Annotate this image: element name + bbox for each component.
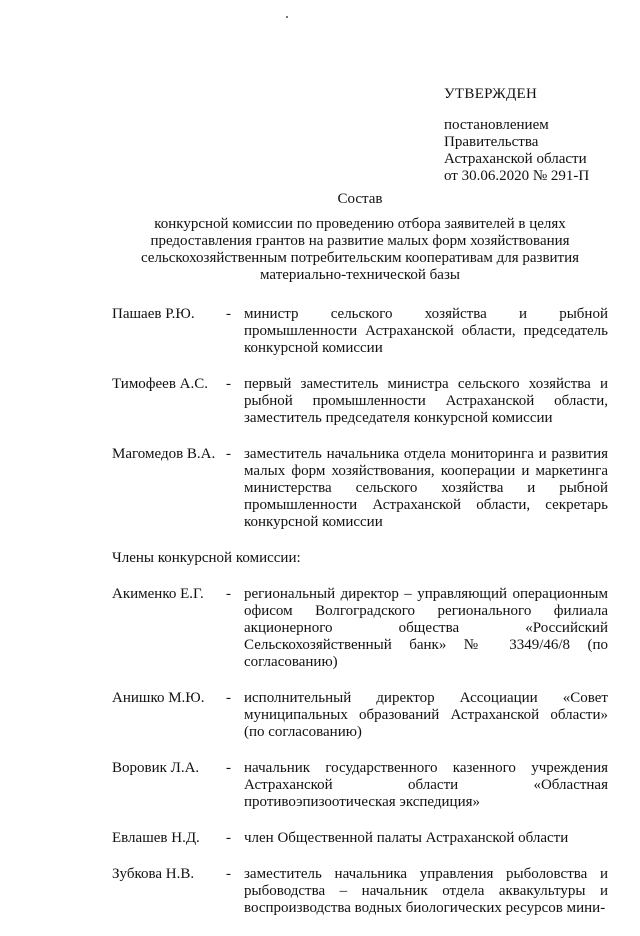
member-name: Зубкова Н.В.: [112, 866, 195, 882]
member-name: Акименко Е.Г.: [112, 586, 204, 602]
dash-separator: -: [226, 866, 231, 882]
list-item: [112, 306, 608, 357]
member-name: Пашаев Р.Ю.: [112, 306, 195, 322]
approval-line: Астраханской области: [444, 151, 587, 167]
title-subject: конкурсной комиссии по проведению отбора заявителей в целях предоставления грантов на развитие малых форм хозяйствования сельскохозяйственным потребительским кооперативам для развития материально-технической базы: [140, 216, 580, 283]
commission-list: [112, 306, 608, 936]
member-position: начальник государственного казенного учреждения Астраханской области «Областная противоэпизоотическая экспедиция»: [244, 760, 608, 810]
dash-separator: -: [226, 586, 231, 602]
approval-date-number: от 30.06.2020 № 291-П: [444, 168, 590, 184]
member-position: исполнительный директор Ассоциации «Совет муниципальных образований Астраханской области» (по согласованию): [244, 690, 608, 740]
member-name: Анишко М.Ю.: [112, 690, 205, 706]
member-name: Евлашев Н.Д.: [112, 830, 200, 846]
list-item: [112, 690, 608, 741]
member-name: Магомедов В.А.: [112, 446, 216, 462]
member-position: член Общественной палаты Астраханской области: [244, 830, 569, 846]
title-heading: Состав: [337, 191, 383, 207]
members-heading: Члены конкурсной комиссии:: [112, 550, 301, 566]
dash-separator: -: [226, 306, 231, 322]
list-item: [112, 376, 608, 427]
dash-separator: -: [226, 690, 231, 706]
scan-speck: [286, 16, 288, 18]
list-item: [112, 586, 608, 671]
list-item: [112, 760, 608, 811]
approval-line: Правительства: [444, 134, 539, 150]
list-item: [112, 446, 608, 531]
member-position: региональный директор – управляющий операционным офисом Волгоградского регионального филиала акционерного общества «Российский Сельскохозяйственный банк» № 3349/46/8 (по согласованию): [244, 586, 608, 670]
member-position: заместитель начальника отдела мониторинга и развития малых форм хозяйствования, кооперации и маркетинга министерства сельского хозяйства и рыбной промышленности Астраханской области, секретарь конкурсной комиссии: [244, 446, 608, 530]
member-position: заместитель начальника управления рыболовства и рыбоводства – начальник отдела аквакультуры и воспроизводства водных биологических ресурсов мини-: [244, 866, 608, 916]
document-title: [112, 191, 608, 284]
approval-heading: УТВЕРЖДЕН: [444, 86, 538, 102]
member-name: Воровик Л.А.: [112, 760, 200, 776]
dash-separator: -: [226, 830, 231, 846]
list-item: [112, 830, 608, 847]
member-position: первый заместитель министра сельского хозяйства и рыбной промышленности Астраханской области, заместитель председателя конкурсной комиссии: [244, 376, 608, 426]
dash-separator: -: [226, 376, 231, 392]
member-name: Тимофеев А.С.: [112, 376, 209, 392]
dash-separator: -: [226, 446, 231, 462]
approval-block: [444, 86, 624, 185]
approval-line: постановлением: [444, 117, 549, 133]
dash-separator: -: [226, 760, 231, 776]
list-item: [112, 866, 608, 917]
member-position: министр сельского хозяйства и рыбной промышленности Астраханской области, председатель конкурсной комиссии: [244, 306, 608, 356]
